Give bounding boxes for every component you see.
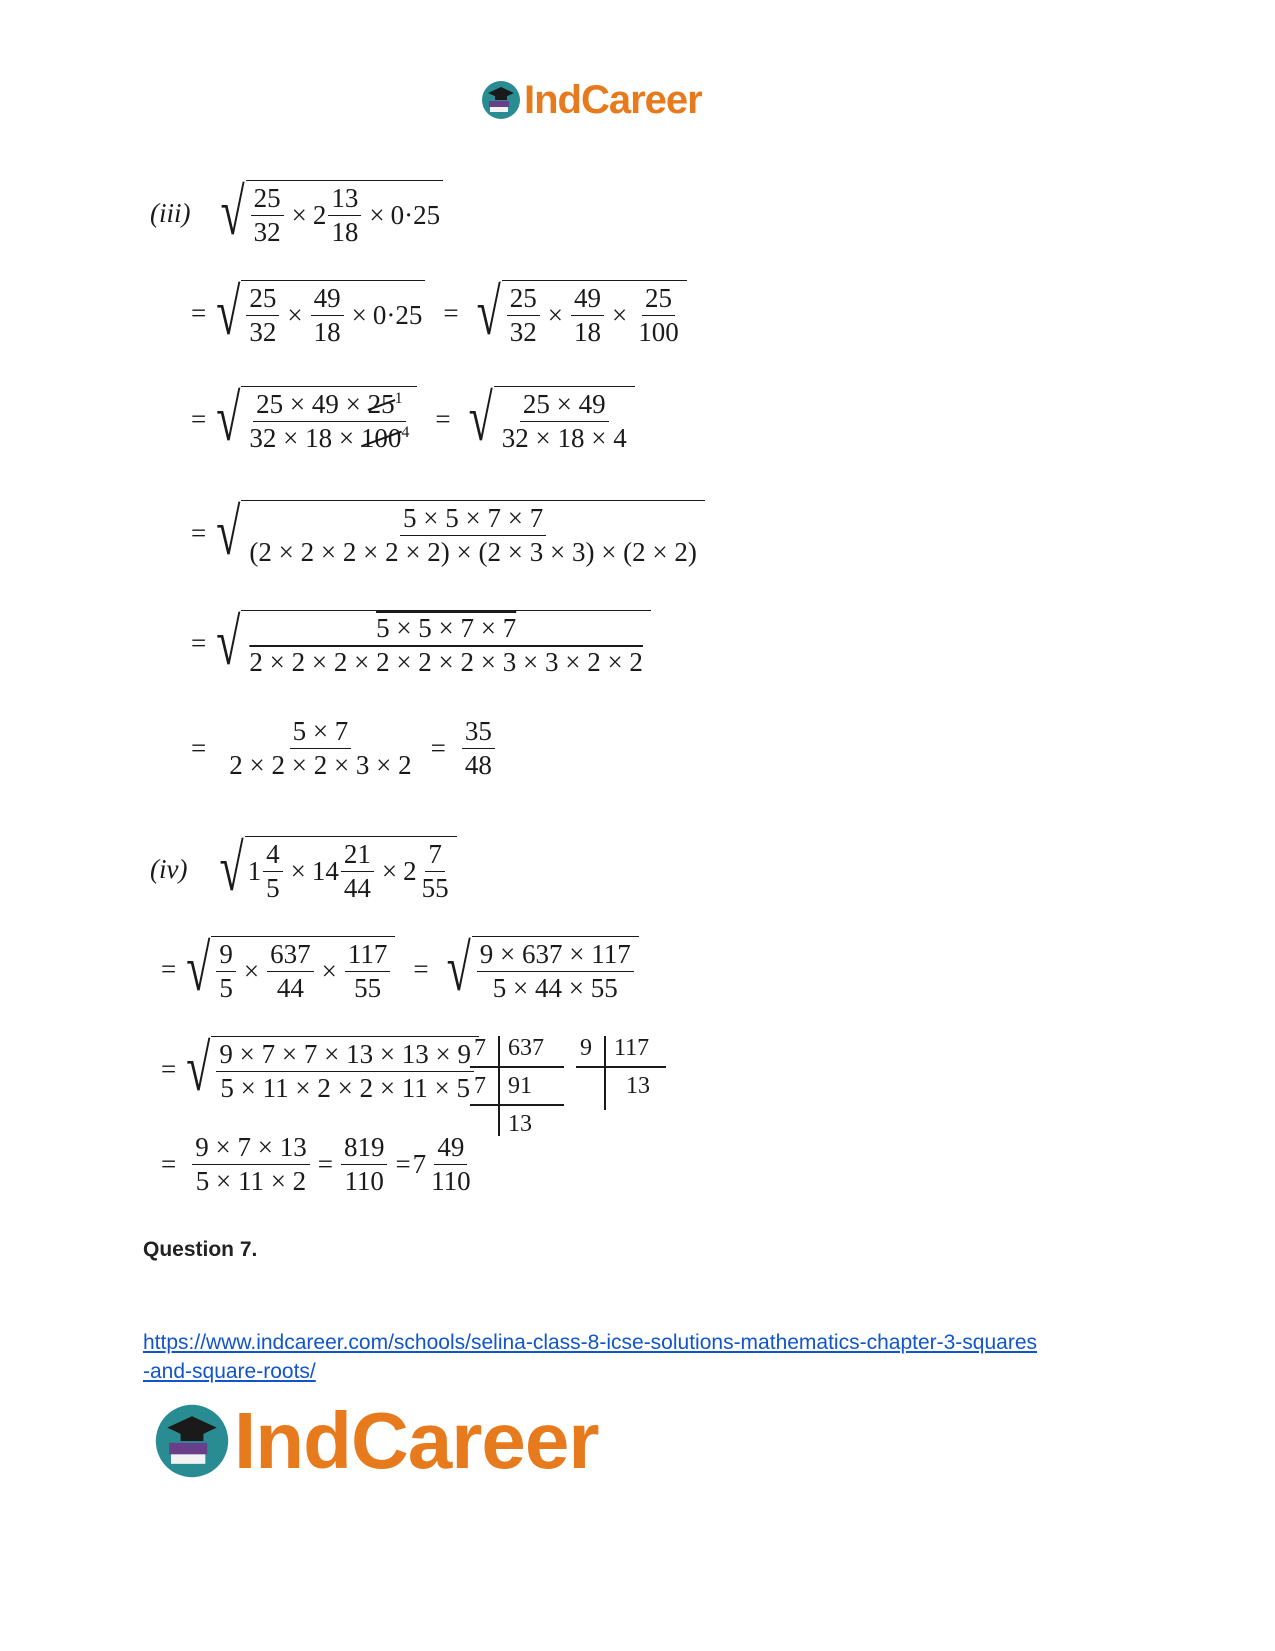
- footer-logo: [152, 1398, 598, 1484]
- part-iii-step-2: = √ $\frac{25 \times 49 \times 25^1}{32 \times 18 \times 100^4}$ = √ $\frac{25 \times 49}{32 \times 18 \times 4}$: [185, 386, 639, 452]
- question-heading: Question 7.: [143, 1238, 258, 1261]
- division-table-117: 9 117 13: [576, 1036, 668, 1112]
- source-link-line-1[interactable]: https://www.indcareer.com/schools/selina-class-8-icse-solutions-mathematics-chapter-3-squares: [143, 1331, 1038, 1354]
- graduation-cap-books-icon: [152, 1401, 232, 1481]
- part-iii-step-5: = $\frac{5 \times 7}{2 \times 2 \times 2 \times 3 \times 2}$ = $\frac{35}{48}$: [185, 718, 497, 779]
- graduation-cap-books-icon: [480, 79, 522, 121]
- source-link-line-2[interactable]: -and-square-roots/: [143, 1360, 316, 1383]
- part-iii-step-1: = √ $\frac{25}{32}$ × $\frac{49}{18}$ × 0·25 = √ $\frac{25}{32}$ × $\frac{49}{18}$ × $\frac{25}{100}$: [185, 280, 691, 346]
- part-iii-step-3: = √ $\frac{5 \times 5 \times 7 \times 7}{(2 \times 2 \times 2 \times 2 \times 2) \times (2 \times 3 \times 3) \times (2 \times 2)}$: [185, 500, 709, 566]
- footer-logo-text: IndCareer: [234, 1396, 599, 1485]
- source-link[interactable]: [143, 1328, 1143, 1386]
- part-iv-step-2: = √ $\frac{9 \times 7 \times 7 \times 13 \times 13 \times 9}{5 \times 11 \times 2 \times 2 \times 11 \times 5}$: [155, 1036, 483, 1102]
- part-iii-step-4: = √ $\frac{5 \times 5 \times 7 \times 7}{2 \times 2 \times 2 \times 2 \times 2 \times 2 \times 3 \times 3 \times 2 \times 2}$: [185, 610, 655, 676]
- part-iv-step-3: = $\frac{9 \times 7 \times 13}{5 \times 11 \times 2}$ = $\frac{819}{110}$ = 7 $\frac{49}{110}$: [161, 1132, 471, 1196]
- header-logo: [480, 76, 702, 124]
- part-iv-step-1: = √ $\frac{9}{5}$ × $\frac{637}{44}$ × $\frac{117}{55}$ = √ $\frac{9 \times 637 \times 117}{5 \times 44 \times 55}$: [155, 936, 643, 1002]
- part-iv-label: (iv): [150, 853, 188, 884]
- division-table-637: 7 637 7 91 13: [470, 1036, 566, 1140]
- part-iv-given: (iv) √ 1 $\frac{4}{5}$ × 14 $\frac{21}{44}$ × 2 $\frac{7}{55}$: [150, 836, 461, 902]
- part-iii-given: (iii) √ $\frac{25}{32}$ × 2 $\frac{13}{18}$ × 0·25: [150, 180, 447, 246]
- header-logo-text: IndCareer: [524, 77, 702, 122]
- part-iii-label: (iii): [150, 197, 191, 228]
